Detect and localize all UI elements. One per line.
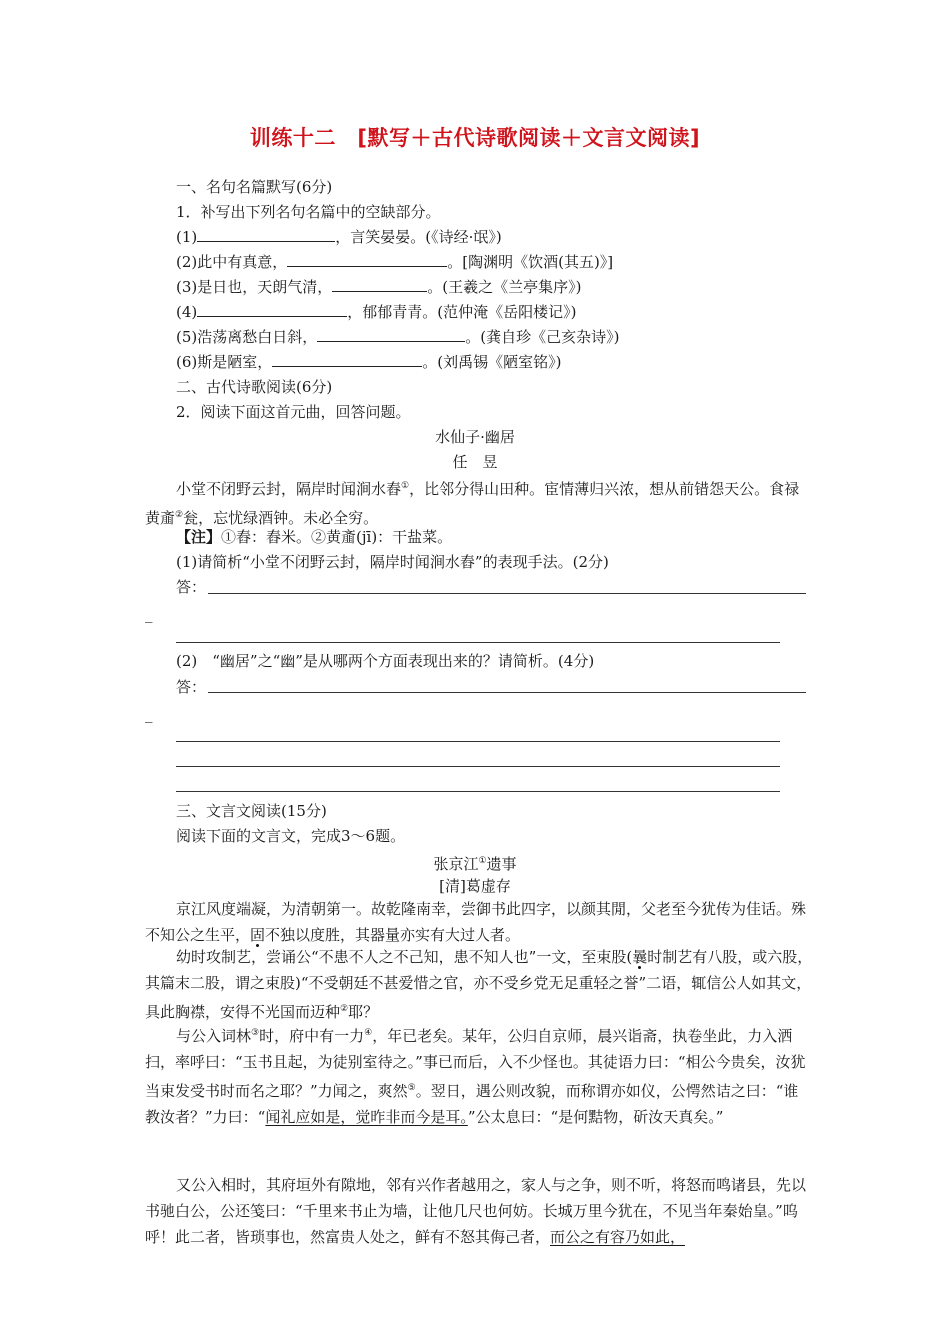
fill-item-1: (1) ，言笑晏晏。(《诗经·氓》): [176, 228, 502, 246]
section2-heading: 二、古代诗歌阅读(6分): [176, 378, 333, 396]
fill-item-5: (5)浩荡离愁白日斜， 。(龚自珍《己亥杂诗》): [176, 328, 620, 346]
answer-label-2: 答：: [176, 678, 207, 696]
underlined-sentence: 闻礼应如是，觉昨非而今是耳。: [265, 1108, 468, 1126]
margin-dash: _: [145, 605, 153, 623]
margin-dash: _: [145, 705, 153, 723]
text-author: [清]葛虚存: [439, 877, 511, 895]
paragraph-4: 又公入相时，其府垣外有隙地，邻有兴作者越用之，家人与之争，则不听，将怒而鸣诸县，先以书驰白公，公还笺曰：“千里来书止为墙，让他几尺也何妨。长城万里今犹在，不见当年秦始皇。”呜呼！此二者，皆琐事也，然富贵人处之，鲜有不怒其侮己者，而公之有容乃如此，: [145, 1176, 807, 1246]
answer-blank[interactable]: [197, 227, 335, 242]
poem-title: 水仙子·幽居: [435, 428, 515, 446]
sub-question-1: (1)请简析“小堂不闭野云封，隔岸时闻涧水舂”的表现手法。(2分): [176, 553, 609, 571]
poem-note: 【注】①舂：舂米。②黄齑(jī)：干盐菜。: [176, 528, 453, 546]
answer-line[interactable]: [176, 642, 780, 643]
question-1: 1．补写出下列名句名篇中的空缺部分。: [176, 203, 441, 221]
paragraph-2: 幼时攻制艺，尝诵公“不患不人之不己知，患不知人也”一文，至束股(曩时制艺有八股，或六股，其篇末二股，谓之束股)“不受朝廷不甚爱惜之官，亦不受乡党无足重轻之誉”二语，辄信公人如其文，具此胸襟，安得不光国而迈种②耶？: [145, 948, 813, 1021]
answer-blank[interactable]: [332, 277, 427, 292]
answer-line[interactable]: [176, 741, 780, 742]
answer-blank[interactable]: [287, 252, 447, 267]
answer-line[interactable]: [176, 766, 780, 767]
answer-blank[interactable]: [317, 327, 465, 342]
fill-item-3: (3)是日也，天朗气清， 。(王羲之《兰亭集序》): [176, 278, 582, 296]
answer-line[interactable]: [208, 593, 806, 594]
section3-heading: 三、文言文阅读(15分): [176, 802, 327, 820]
answer-line[interactable]: [176, 791, 780, 792]
paragraph-3: 与公入词林③时，府中有一力④，年已老矣。某年，公归自京师，晨兴诣斋，执卷坐此，力入洒扫，率呼曰：“玉书且起，为徒别室待之。”事已而后，入不少怪也。其徒语力曰：“相公今贵矣，汝犹当束发受书时而名之耶？”力闻之，爽然⑤。翌日，遇公则改貌，而称谓亦如仪，公愕然诘之曰：“谁教汝者？”力曰：“闻礼应如是，觉昨非而今是耳。”公太息曰：“是何黠物，斫汝天真矣。”: [145, 1027, 806, 1126]
section3-intro: 阅读下面的文言文，完成3～6题。: [176, 827, 406, 845]
paragraph-1: 京江风度端凝，为清朝第一。故乾隆南幸，尝御书此四字，以颜其閒，父老至今犹传为佳话。殊不知公之生平，固不独以度胜，其器量亦实有大过人者。: [145, 900, 807, 944]
fill-item-4: (4) ，郁郁青青。(范仲淹《岳阳楼记》): [176, 303, 577, 321]
answer-blank[interactable]: [197, 302, 347, 317]
poem-author: 任 昱: [452, 453, 498, 471]
page-title: 训练十二 [默写＋古代诗歌阅读＋文言文阅读]: [249, 126, 701, 150]
poem-text: 小堂不闭野云封，隔岸时闻涧水舂①，比邻分得山田种。宦情薄归兴浓，想从前错怨天公。食禄黄齑②瓮，忘忧绿酒钟。未必全穷。: [145, 480, 800, 527]
fill-item-6: (6)斯是陋室， 。(刘禹锡《陋室铭》): [176, 353, 562, 371]
text-title: 张京江①遗事: [433, 855, 517, 873]
fill-item-2: (2)此中有真意， 。[陶渊明《饮酒(其五)》]: [176, 253, 614, 271]
question-2: 2．阅读下面这首元曲，回答问题。: [176, 403, 411, 421]
section1-heading: 一、名句名篇默写(6分): [176, 178, 333, 196]
answer-label-1: 答：: [176, 578, 207, 596]
sub-question-2: (2) “幽居”之“幽”是从哪两个方面表现出来的？请简析。(4分): [176, 652, 595, 670]
answer-blank[interactable]: [272, 352, 422, 367]
answer-line[interactable]: [208, 692, 806, 693]
underlined-sentence: 而公之有容乃如此，: [550, 1228, 686, 1246]
